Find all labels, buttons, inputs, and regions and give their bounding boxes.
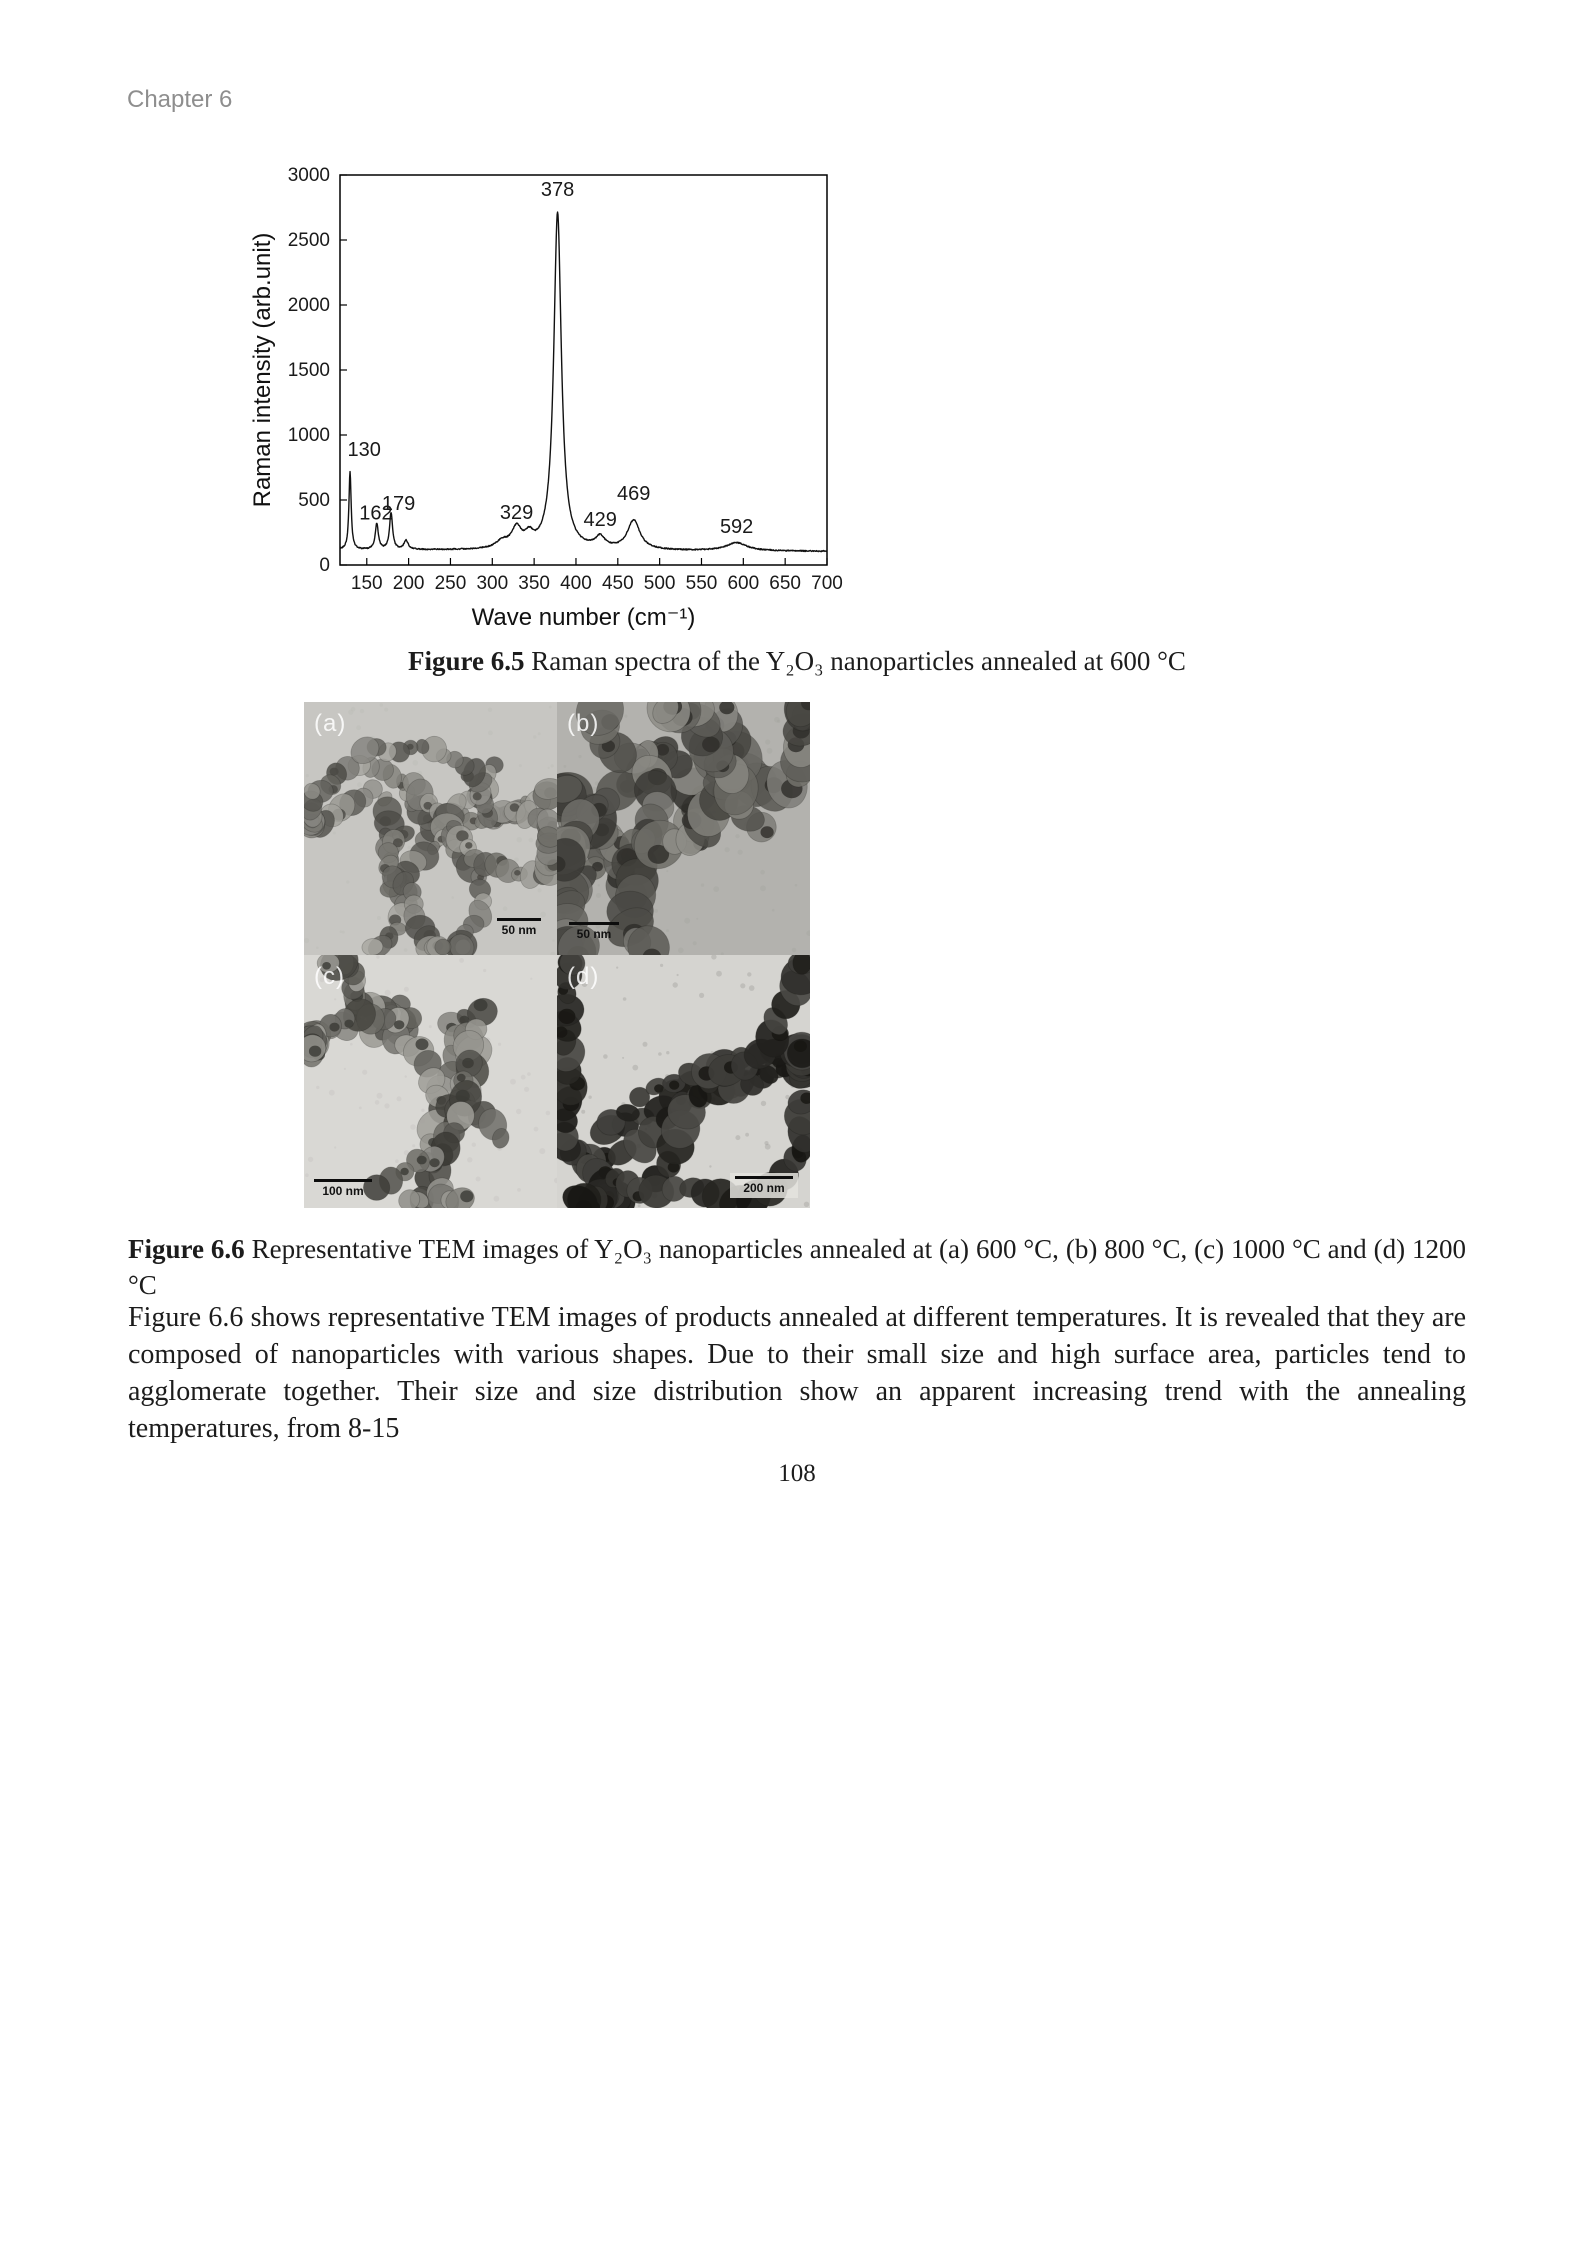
svg-text:450: 450	[601, 573, 634, 594]
figure-6-5-caption	[0, 646, 1594, 677]
svg-text:592: 592	[719, 516, 754, 539]
page-number: 108	[778, 1460, 816, 1487]
svg-text:3000: 3000	[287, 165, 330, 186]
svg-text:130: 130	[347, 438, 381, 461]
svg-text:700: 700	[811, 573, 843, 594]
svg-text:600: 600	[727, 573, 760, 594]
body-paragraph: Figure 6.6 shows representative TEM images of products annealed at different temperatures. It is revealed that they are composed of nanoparticles with various shapes. Due to their small size and high surface area, particles tend to agglomerate together. Their size and size distribution show an apparent increasing trend with the annealing temperatures, from 8-15	[128, 1302, 1466, 1444]
figure-6-6-caption	[128, 1232, 1466, 1304]
svg-text:162: 162	[359, 502, 393, 525]
svg-text:1500: 1500	[287, 360, 330, 381]
tem-panel-c-label: (c)	[314, 963, 345, 990]
svg-text:150: 150	[350, 573, 383, 594]
figure-6-6-caption-text: Representative TEM images of Y₂O₃ nanoparticles annealed at (a) 600 °C, (b) 800 °C, (c) 1000 °C and (d) 1200 °C	[128, 1234, 1466, 1300]
scale-bar-a-line	[497, 918, 541, 921]
scale-bar-c-label: 100 nm	[322, 1184, 364, 1198]
scale-bar-a-label: 50 nm	[501, 923, 537, 937]
scale-bar-b-line	[569, 922, 619, 925]
svg-text:179: 179	[381, 492, 416, 515]
svg-text:Wave number (cm⁻¹): Wave number (cm⁻¹)	[471, 604, 696, 631]
tem-panel-d	[557, 955, 810, 1208]
svg-text:0: 0	[319, 555, 330, 576]
figure-6-6-caption-label: Figure 6.6	[128, 1234, 245, 1264]
svg-text:378: 378	[540, 178, 575, 201]
tem-panel-d-label: (d)	[567, 963, 600, 990]
scale-bar-d	[730, 1173, 798, 1198]
tem-panel-a-label: (a)	[314, 710, 347, 737]
svg-text:250: 250	[434, 573, 467, 594]
figure-6-5-caption-text: Raman spectra of the Y₂O₃ nanoparticles annealed at 600 °C	[524, 646, 1186, 676]
scale-bar-a	[497, 918, 541, 937]
svg-text:350: 350	[518, 573, 550, 594]
svg-text:329: 329	[499, 501, 534, 524]
svg-text:550: 550	[685, 573, 718, 594]
tem-panel-a	[304, 702, 557, 955]
svg-text:500: 500	[643, 573, 676, 594]
tem-figure	[304, 702, 810, 1208]
svg-text:2500: 2500	[287, 230, 330, 251]
figure-6-5-caption-label: Figure 6.5	[408, 646, 525, 676]
svg-text:200: 200	[392, 573, 425, 594]
svg-text:1000: 1000	[287, 425, 330, 446]
tem-panel-b-label: (b)	[567, 710, 600, 737]
svg-text:429: 429	[583, 509, 617, 531]
scale-bar-d-label: 200 nm	[743, 1181, 785, 1195]
scale-bar-c	[314, 1179, 372, 1198]
svg-text:2000: 2000	[287, 295, 330, 316]
raman-spectrum-svg	[240, 160, 880, 645]
tem-panel-c	[304, 955, 557, 1208]
scale-bar-b	[569, 922, 619, 941]
scale-bar-b-label: 50 nm	[576, 927, 612, 941]
svg-text:Raman intensity (arb.unit): Raman intensity (arb.unit)	[249, 232, 276, 508]
scale-bar-d-line	[735, 1176, 793, 1179]
raman-chart	[240, 160, 880, 645]
svg-text:650: 650	[769, 573, 802, 594]
tem-panel-b	[557, 702, 810, 955]
svg-text:400: 400	[560, 573, 592, 594]
svg-text:500: 500	[298, 490, 330, 511]
tem-image-d	[557, 955, 810, 1208]
svg-text:300: 300	[476, 573, 509, 594]
scale-bar-c-line	[314, 1179, 372, 1182]
chapter-header: Chapter 6	[127, 86, 233, 113]
tem-image-b	[557, 702, 810, 955]
svg-text:469: 469	[617, 483, 651, 505]
tem-image-c	[304, 955, 557, 1208]
